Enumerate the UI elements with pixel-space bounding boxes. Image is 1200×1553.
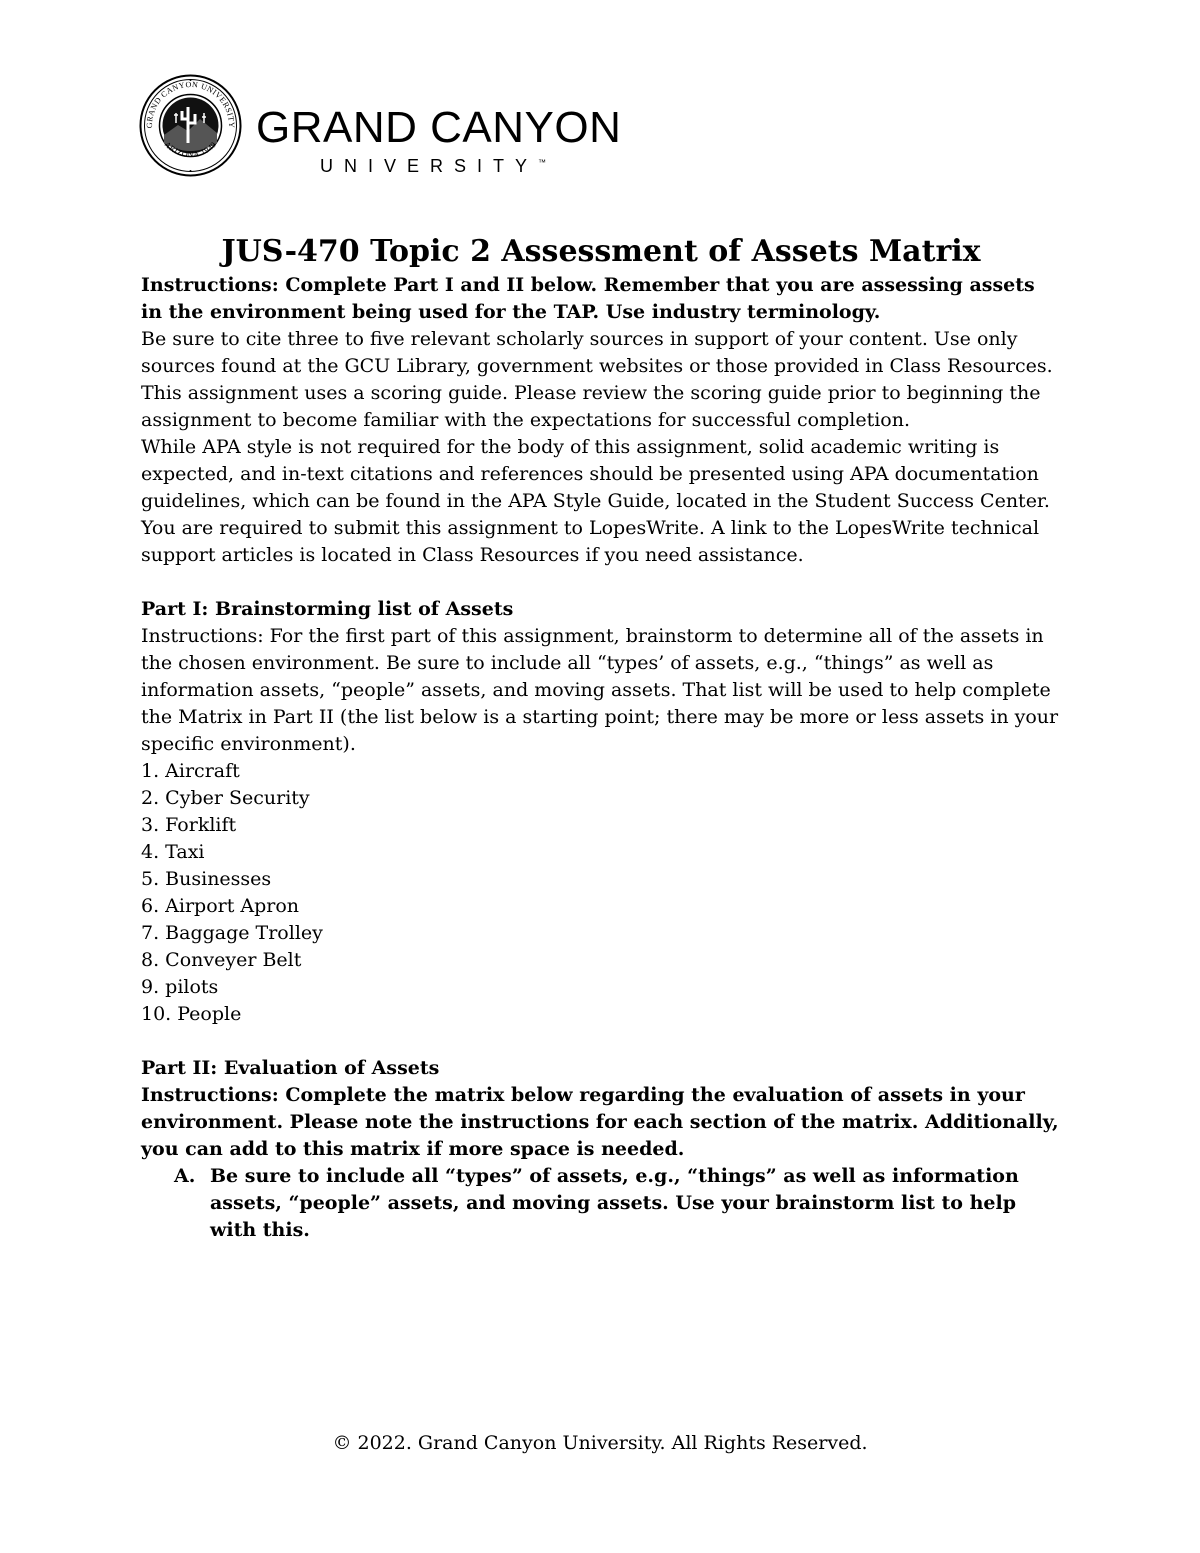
wordmark-title: GRAND CANYON <box>256 103 622 152</box>
svg-text:ARIZONA 1949: ARIZONA 1949 <box>162 139 219 160</box>
list-item: 10. People <box>141 1003 242 1025</box>
part2-sub-list <box>141 1163 1061 1244</box>
list-item: 9. pilots <box>141 976 219 998</box>
part2-instructions: Instructions: Complete the matrix below regarding the evaluation of assets in your environment. Please note the instructions for each section of the matrix. Additionally, you can add to this matrix if more space is needed. <box>141 1084 1059 1160</box>
intro-scoring-paragraph: This assignment uses a scoring guide. Please review the scoring guide prior to beginning the assignment to become familiar with the expectations for successful completion. <box>141 382 1041 431</box>
document-body <box>141 233 1061 1244</box>
part1-heading: Part I: Brainstorming list of Assets <box>141 598 514 620</box>
asset-list <box>141 758 1061 1028</box>
list-item: 5. Businesses <box>141 868 272 890</box>
trademark-symbol: ™ <box>538 158 547 167</box>
copyright-footer: © 2022. Grand Canyon University. All Rights Reserved. <box>332 1432 868 1454</box>
list-item: 7. Baggage Trolley <box>141 922 323 944</box>
svg-text:GRAND CANYON UNIVERSITY: GRAND CANYON UNIVERSITY <box>144 79 237 129</box>
list-item <box>174 1163 1061 1244</box>
list-item: 2. Cyber Security <box>141 787 310 809</box>
university-seal-icon <box>138 73 243 178</box>
intro-sources-paragraph: Be sure to cite three to five relevant scholarly sources in support of your content. Use only sources found at the GCU Library, government websites or those provided in Class Resources. <box>141 328 1053 377</box>
list-item: 1. Aircraft <box>141 760 240 782</box>
list-item: 3. Forklift <box>141 814 237 836</box>
intro-lopeswrite-paragraph: You are required to submit this assignment to LopesWrite. A link to the LopesWrite technical support articles is located in Class Resources if you need assistance. <box>141 517 1040 566</box>
document-title: JUS-470 Topic 2 Assessment of Assets Matrix <box>221 234 981 269</box>
wordmark-subtitle <box>320 153 546 176</box>
university-logo <box>138 73 628 178</box>
list-item-text: Be sure to include all “types” of assets, e.g., “things” as well as information assets, “people” assets, and moving assets. Use your brainstorm list to help with this. <box>210 1165 1019 1241</box>
intro-instructions: Instructions: Complete Part I and II below. Remember that you are assessing assets in the environment being used for the TAP. Use industry terminology. <box>141 274 1035 323</box>
list-item: 6. Airport Apron <box>141 895 300 917</box>
wordmark-subtitle-text: UNIVERSITY <box>320 156 539 176</box>
intro-apa-paragraph: While APA style is not required for the body of this assignment, solid academic writing is expected, and in-text citations and references should be presented using APA documentation guidelines, which can be found in the APA Style Guide, located in the Student Success Center. <box>141 436 1050 512</box>
list-marker: A. <box>174 1165 196 1187</box>
part2-heading: Part II: Evaluation of Assets <box>141 1057 440 1079</box>
list-item: 4. Taxi <box>141 841 205 863</box>
part1-instructions: Instructions: For the first part of this assignment, brainstorm to determine all of the assets in the chosen environment. Be sure to include all “types’ of assets, e.g., “things” as well as information assets, “people” assets, and moving assets. That list will be used to help complete the Matrix in Part II (the list below is a starting point; there may be more or less assets in your specific environment). <box>141 625 1059 755</box>
list-item: 8. Conveyer Belt <box>141 949 302 971</box>
